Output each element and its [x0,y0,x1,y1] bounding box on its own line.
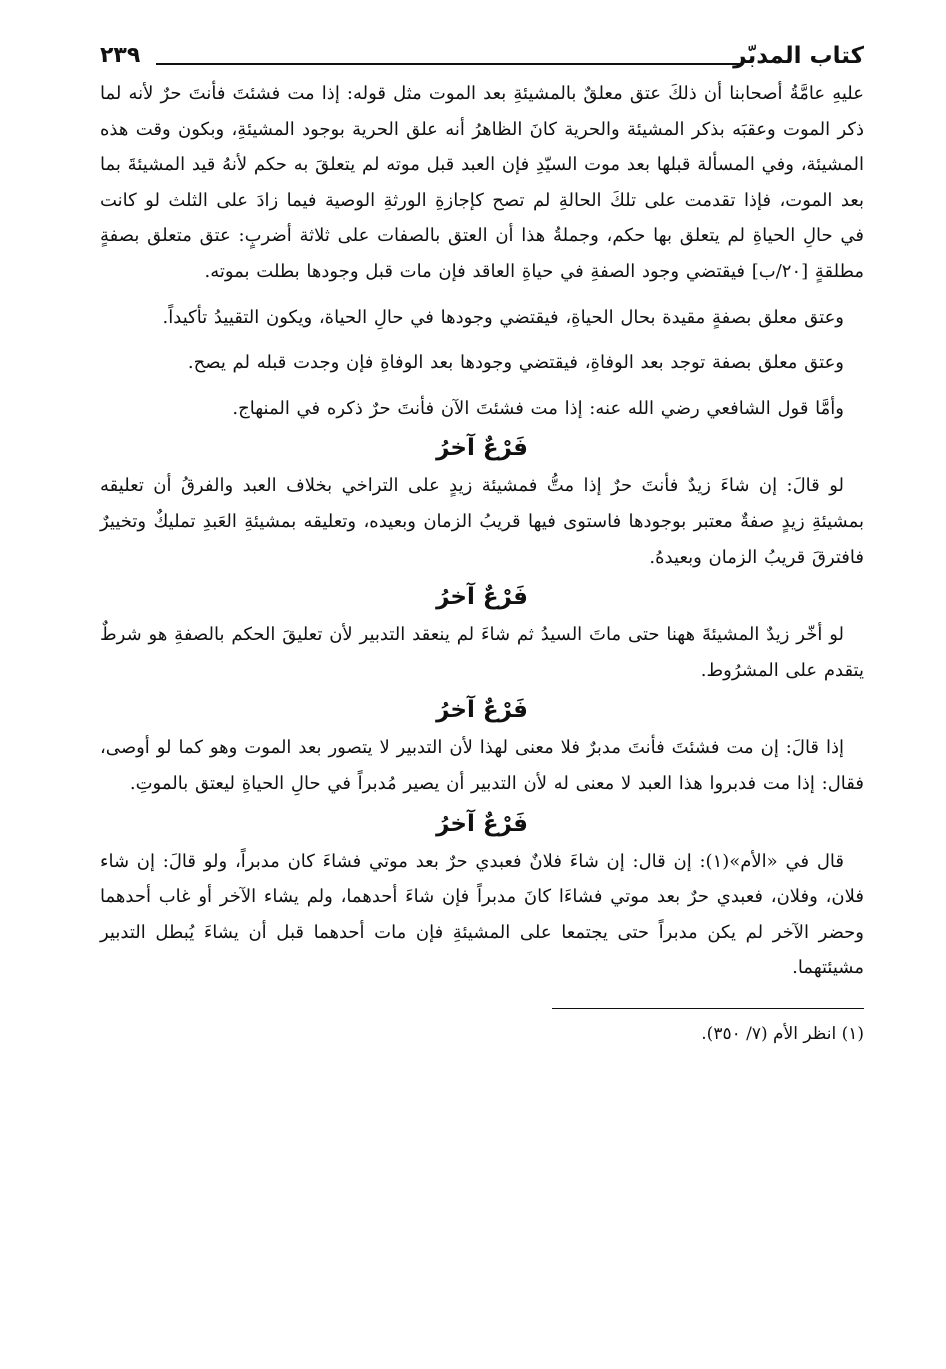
running-header [100,34,864,76]
header-rule [156,63,742,65]
paragraph-7: إذا قالَ: إن مت فشئتَ فأنتَ مدبرٌ فلا معنى لهذا لأن التدبير لا يتصور بعد الموت وهو كما لو أوصى، فقال: إذا مت فدبروا هذا العبد لا معنى له لأن التدبير أن يصير مُدبراً في حالِ الحياةِ ليعتق بالموتِ. [100,737,864,794]
paragraph-3: وعتق معلق بصفة توجد بعد الوفاةِ، فيقتضي وجودها بعد الوفاةِ فإن وجدت قبله لم يصح. [187,352,844,374]
paragraph-5: لو قالَ: إن شاءَ زيدٌ فأنتَ حرٌ إذا متُّ فمشيئة زيدٍ على التراخي بخلاف العبد والفرقُ أن تعليقه بمشيئةِ زيدٍ صفةٌ معتبر بوجودها فاستوى فيها قريبُ الزمان وبعيده، وتعليقه بمشيئةِ العَبدِ تمليكٌ وتخييرٌ فافترقَ قريبُ الزمان وبعيدهُ. [100,475,864,568]
paragraph-6: لو أخّر زيدٌ المشيئةَ ههنا حتى ماتَ السيدُ ثم شاءَ لم ينعقد التدبير لأن تعليقَ الحكم بالصفةِ هو شرطٌ يتقدم على المشرُوط. [100,624,864,681]
footnote-1: (١) انظر الأم (٧/ ٣٥٠). [701,1023,864,1044]
section-heading-3: فَرْعٌ آخرُ [436,697,528,724]
footnote-separator [552,1008,864,1009]
page-number: ٢٣٩ [100,43,141,68]
paragraph-4: وأمَّا قول الشافعي رضي الله عنه: إذا مت فشئتَ الآن فأنتَ حرٌ ذكره في المنهاج. [232,397,844,419]
paragraph-gap [100,335,864,345]
paragraph-gap [100,290,864,300]
paragraph-gap [100,381,864,391]
paragraph-8: قال في «الأم»(١): إن قال: إن شاءَ فلانٌ فعبدي حرٌ بعد موتي فشاءَ كان مدبراً، ولو قالَ: إن شاء فلان، وفلان، فعبدي حرٌ بعد موتي فشاءَا كانَ مدبراً فإن شاءَ أحدهما، ولم يشاء الآخر أو غاب أحدهما وحضر الآخر لم يكن مدبراً حتى يجتمعا على المشيئةِ فإن مات أحدهما قبل أن يشاءَ يُبطل التدبير مشيئتهما. [100,850,864,979]
paragraph-1: عليهِ عامَّةُ أصحابنا أن ذلكَ عتق معلقٌ بالمشيئةِ بعد الموت مثل قوله: إذا مت فشئتَ فأنتَ حرٌ لأنه لما ذكر الموت وعقبَه بذكر المشيئة والحرية كانَ الظاهرُ أنه علق الحرية بوجود المشيئةِ، وبكون وقت هذه المشيئة، وفي المسألة قبلها بعد موت السيّدِ فإن العبد قبل موته لم يتعلقَ به حكم لأنهُ قيد المشيئةَ بما بعد الموت، فإذا تقدمت على تلكَ الحالةِ لم تصح كإجازةِ الورثةِ الوصية فيما زادَ على الثلث لو كانت في حالِ الحياةِ لم يتعلق بها حكم، وجملةُ هذا أن العتق بالصفات على ثلاثة أضربٍ: عتق متعلق بصفةٍ مطلقةٍ [٢٠/ب] فيقتضي وجود الصفةِ في حياةِ العاقد فإن مات قبل وجودها بطلت بموته. [100,83,864,282]
section-heading-1: فَرْعٌ آخرُ [436,435,528,462]
book-page [100,34,864,1049]
paragraph-2: وعتق معلق بصفةٍ مقيدة بحال الحياةِ، فيقتضي وجودها في حالِ الحياة، ويكون التقييدُ تأكيداً. [162,306,844,328]
section-heading-2: فَرْعٌ آخرُ [436,584,528,611]
book-title: كتاب المدبّر [733,43,864,69]
section-heading-4: فَرْعٌ آخرُ [436,810,528,837]
